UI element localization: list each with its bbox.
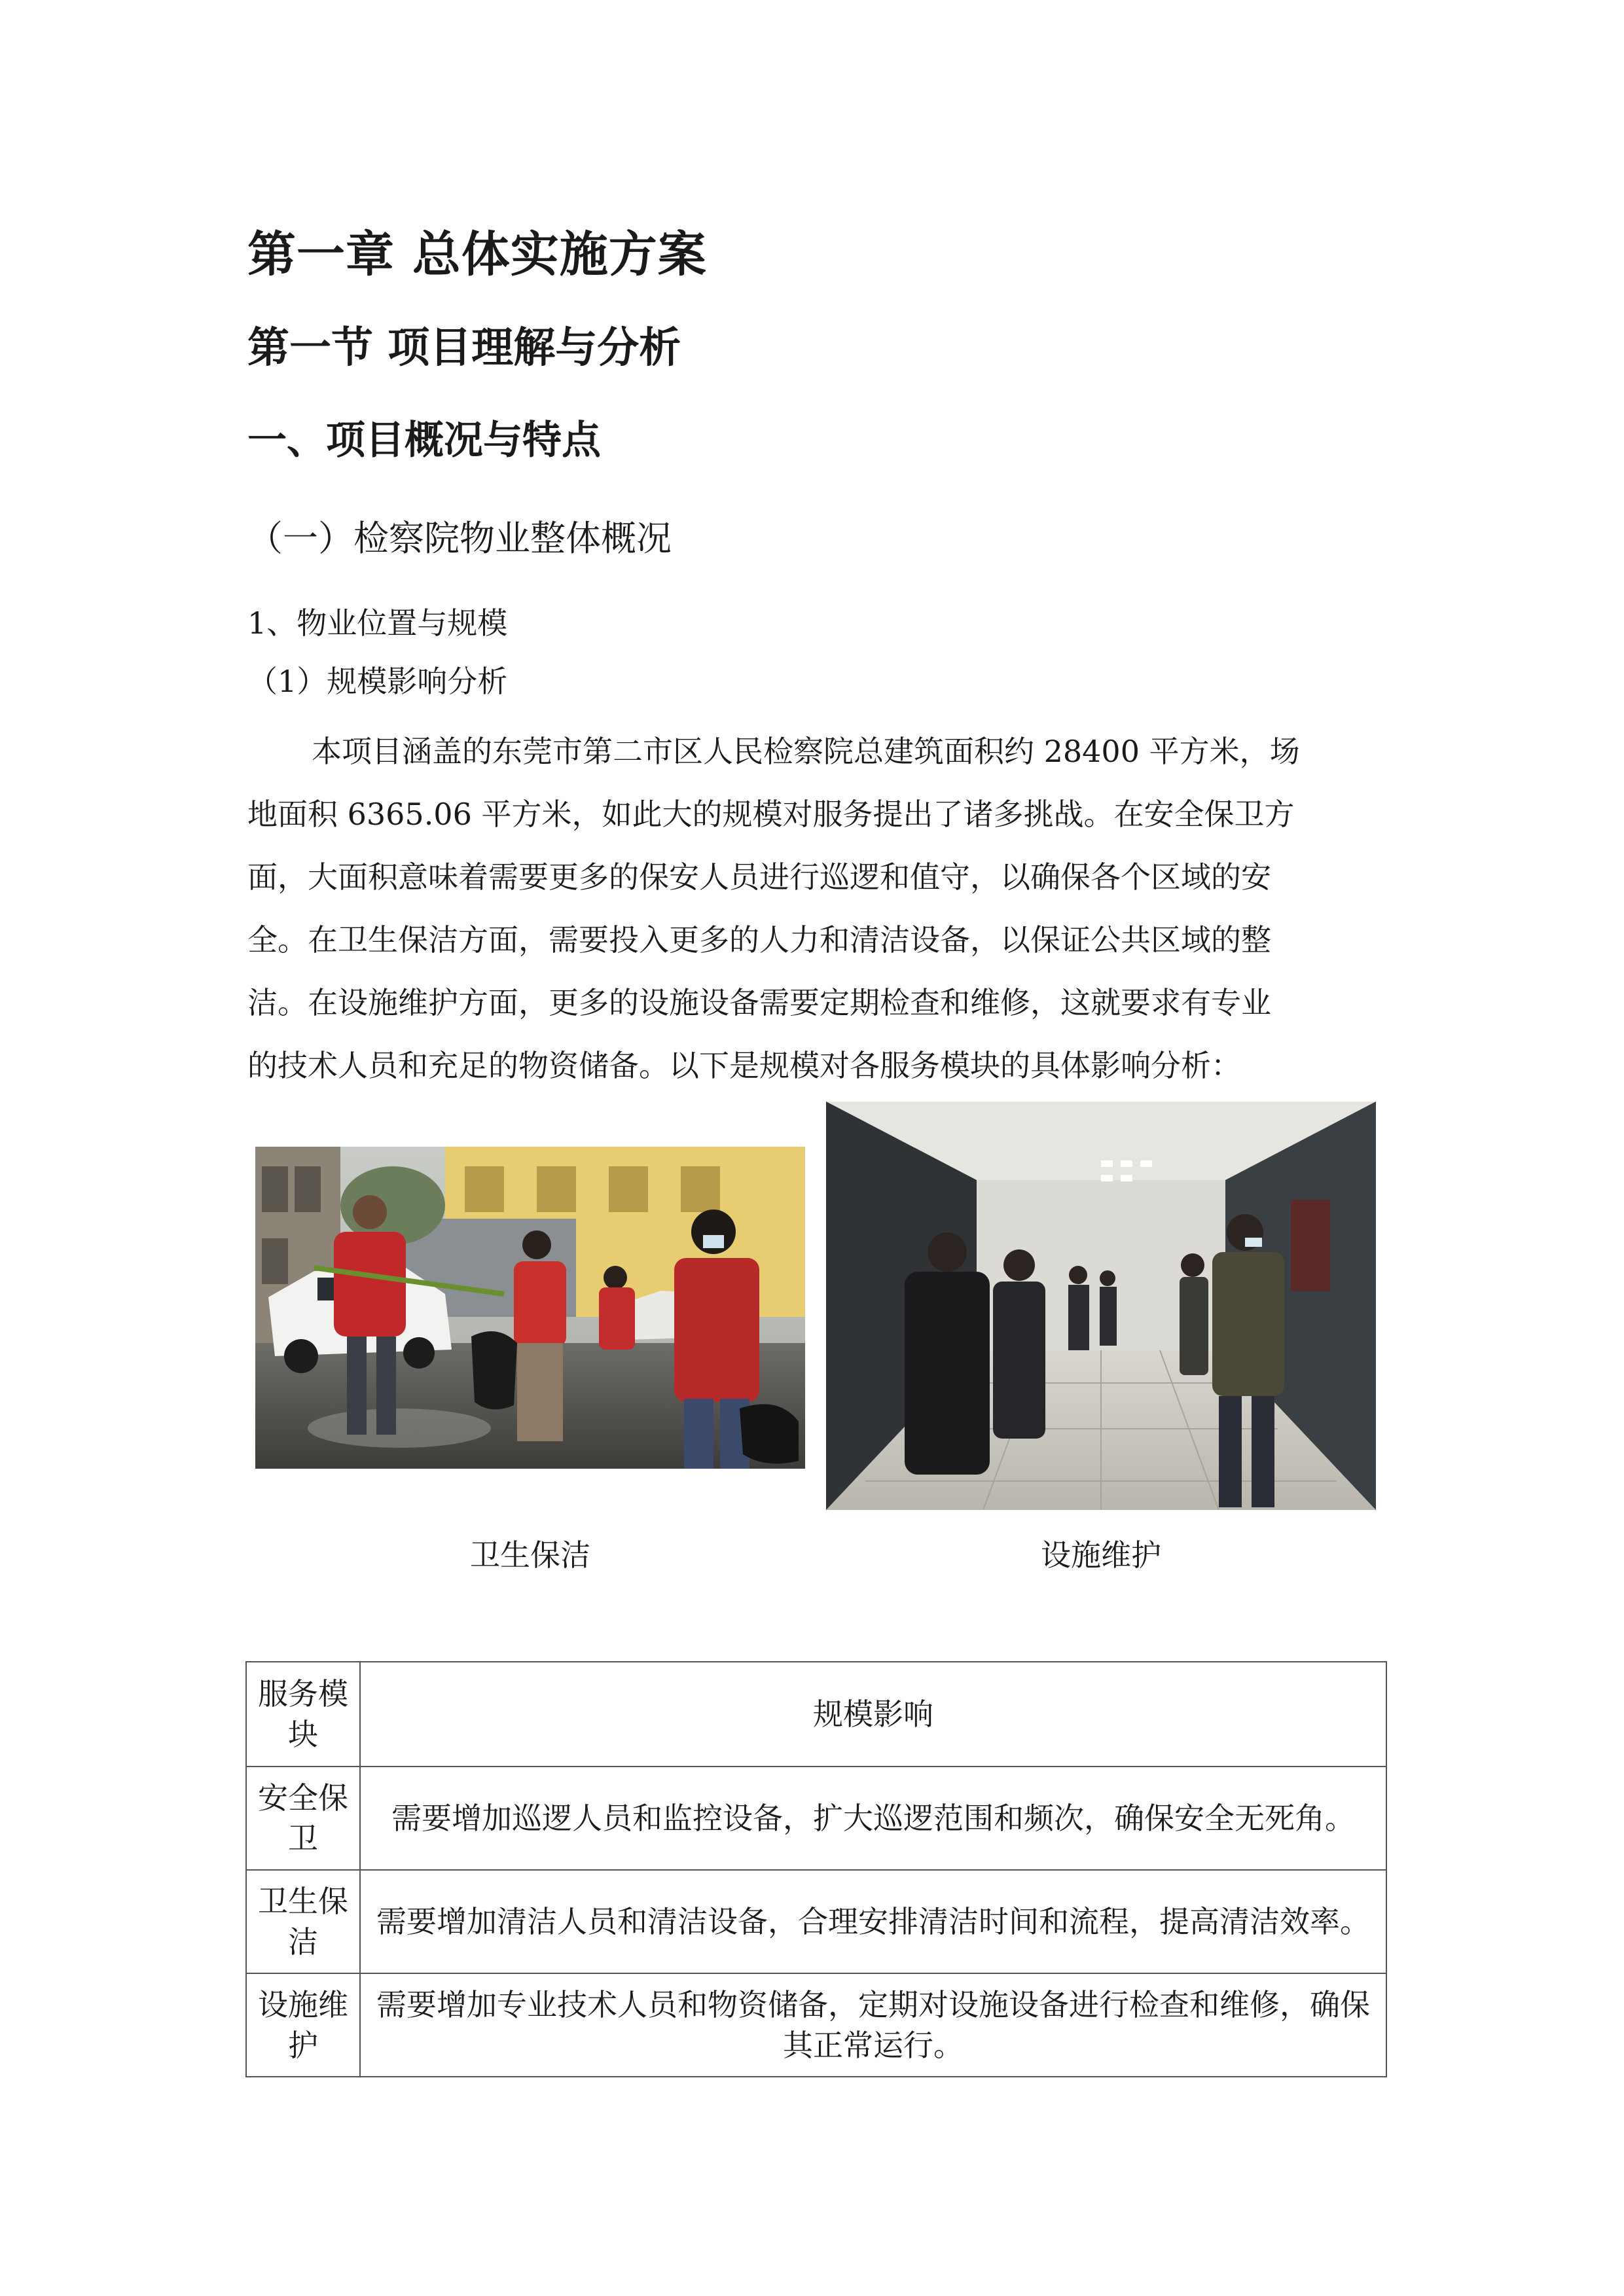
paragraph-line: 的技术人员和充足的物资储备。以下是规模对各服务模块的具体影响分析： [247, 1048, 1241, 1083]
chapter-title: 第一章 总体实施方案 [247, 226, 707, 283]
table-header-row [246, 1662, 1386, 1767]
table-cell-impact: 需要增加专业技术人员和物资储备，定期对设施设备进行检查和维修，确保其正常运行。 [360, 1973, 1386, 2077]
paragraph-line: 全。在卫生保洁方面，需要投入更多的人力和清洁设备，以保证公共区域的整 [247, 922, 1271, 958]
table-header-cell: 规模影响 [360, 1662, 1386, 1767]
subheading-overview: （一）检察院物业整体概况 [247, 518, 672, 559]
table-cell-module: 安全保卫 [246, 1767, 360, 1870]
subsection-title: 一、项目概况与特点 [247, 418, 601, 463]
table-cell-impact: 需要增加清洁人员和清洁设备，合理安排清洁时间和流程，提高清洁效率。 [360, 1870, 1386, 1973]
table-header-cell: 服务模块 [246, 1662, 360, 1767]
table-row [246, 1973, 1386, 2077]
table-row [246, 1870, 1386, 1973]
paragraph-line: 本项目涵盖的东莞市第二市区人民检察院总建筑面积约 28400 平方米，场 [312, 734, 1300, 769]
section-title: 第一节 项目理解与分析 [247, 324, 681, 372]
server-room-photo [826, 1102, 1376, 1510]
cleaning-photo [255, 1147, 805, 1469]
paragraph-line: 地面积 6365.06 平方米，如此大的规模对服务提出了诸多挑战。在安全保卫方 [247, 797, 1295, 832]
table-cell-module: 设施维护 [246, 1973, 360, 2077]
body-paragraph [247, 720, 1373, 1097]
table-row [246, 1767, 1386, 1870]
table-cell-impact: 需要增加巡逻人员和监控设备，扩大巡逻范围和频次，确保安全无死角。 [360, 1767, 1386, 1870]
figure-caption-left: 卫生保洁 [470, 1537, 590, 1573]
paragraph-line: 面，大面积意味着需要更多的保安人员进行巡逻和值守，以确保各个区域的安 [247, 859, 1271, 895]
table-cell-module: 卫生保洁 [246, 1870, 360, 1973]
item-subheading: （1）规模影响分析 [247, 664, 508, 699]
figure-caption-right: 设施维护 [1041, 1537, 1161, 1573]
service-impact-table [245, 1661, 1387, 2077]
item-heading: 1、物业位置与规模 [247, 605, 508, 641]
paragraph-line: 洁。在设施维护方面，更多的设施设备需要定期检查和维修，这就要求有专业 [247, 985, 1271, 1020]
